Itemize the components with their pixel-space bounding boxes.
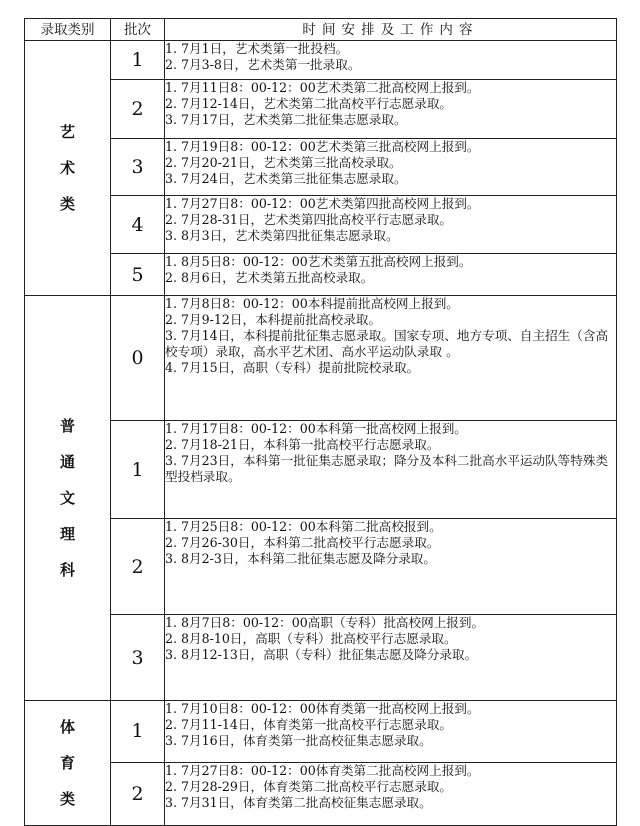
schedule-content-cell (165, 139, 617, 196)
batch-number-cell: 2 (111, 519, 165, 615)
table-row (25, 519, 617, 615)
schedule-line: 3. 7月23日，本科第一批征集志愿录取；降分及本科二批高水平运动队等特殊类型投档录取。 (165, 453, 609, 484)
category-char: 育 (59, 754, 75, 772)
schedule-line: 1. 7月27日8：00-12：00艺术类第四批高校网上报到。 (165, 196, 480, 211)
batch-number-cell: 1 (111, 701, 165, 763)
schedule-line: 2. 7月3-8日，艺术类第一批录取。 (165, 57, 361, 72)
schedule-content-cell (165, 296, 617, 421)
admission-schedule-table (24, 18, 617, 826)
schedule-line: 3. 8月12-13日，高职（专科）批征集志愿及降分录取。 (165, 647, 478, 662)
category-char: 普 (59, 417, 75, 435)
schedule-body (25, 41, 617, 826)
category-char: 体 (59, 718, 75, 736)
table-row (25, 296, 617, 421)
schedule-line: 3. 7月24日，艺术类第三批征集志愿录取。 (165, 171, 407, 186)
schedule-line: 1. 7月10日8：00-12：00体育类第一批高校网上报到。 (165, 701, 480, 716)
schedule-table-wrapper (24, 18, 617, 826)
schedule-line: 2. 7月28-29日，体育类第二批高校平行志愿录取。 (165, 778, 453, 794)
schedule-line: 1. 8月7日8：00-12：00高职（专科）批高校网上报到。 (165, 615, 485, 630)
category-char: 类 (59, 195, 75, 213)
batch-number-cell: 3 (111, 615, 165, 701)
schedule-line: 1. 7月19日8：00-12：00艺术类第三批高校网上报到。 (165, 139, 480, 154)
schedule-line: 2. 7月28-31日，艺术类第四批高校平行志愿录取。 (165, 212, 453, 227)
schedule-line: 2. 7月11-14日，体育类第一批高校平行志愿录取。 (165, 717, 453, 732)
schedule-content-cell (165, 254, 617, 296)
schedule-line: 1. 8月5日8：00-12：00艺术类第五批高校网上报到。 (165, 254, 472, 269)
batch-number-cell: 1 (111, 41, 165, 80)
category-char: 文 (59, 489, 75, 507)
schedule-content-cell (165, 519, 617, 615)
category-char: 艺 (59, 123, 75, 141)
batch-number-cell: 0 (111, 296, 165, 421)
category-char: 通 (59, 453, 75, 471)
schedule-content-cell (165, 615, 617, 701)
schedule-content-cell (165, 421, 617, 519)
category-cell-general (25, 296, 111, 701)
schedule-line: 1. 7月11日8：00-12：00艺术类第二批高校网上报到。 (165, 80, 480, 95)
category-char: 类 (59, 790, 75, 808)
header-content: 时间安排及工作内容 (165, 19, 617, 41)
table-row (25, 615, 617, 701)
batch-number-cell: 3 (111, 139, 165, 196)
schedule-line: 2. 8月6日，艺术类第五批高校录取。 (165, 270, 374, 285)
table-row (25, 196, 617, 254)
schedule-line: 2. 8月8-10日，高职（专科）批高校平行志愿录取。 (165, 631, 457, 646)
category-char: 理 (59, 525, 75, 543)
table-row (25, 254, 617, 296)
schedule-line: 2. 7月20-21日，艺术类第三批高校录取。 (165, 155, 402, 170)
batch-number-cell: 2 (111, 762, 165, 825)
category-char: 科 (59, 561, 75, 579)
header-row (25, 19, 617, 41)
schedule-content-cell (165, 762, 617, 825)
schedule-line: 1. 7月17日8：00-12：00本科第一批高校网上报到。 (165, 421, 467, 436)
header-batch: 批次 (111, 19, 165, 41)
schedule-line: 3. 8月3日，艺术类第四批征集志愿录取。 (165, 228, 399, 243)
table-row (25, 701, 617, 763)
schedule-line: 4. 7月15日，高职（专科）提前批院校录取。 (165, 360, 420, 375)
batch-number-cell: 5 (111, 254, 165, 296)
batch-number-cell: 2 (111, 80, 165, 139)
batch-number-cell: 4 (111, 196, 165, 254)
schedule-line: 1. 7月1日，艺术类第一批投档。 (165, 41, 349, 56)
schedule-line: 3. 7月17日，艺术类第二批征集志愿录取。 (165, 112, 407, 127)
schedule-line: 3. 7月14日，本科提前批征集志愿录取。国家专项、地方专项、自主招生（含高校专项）录取，高水平艺术团、高水平运动队录取 。 (165, 328, 609, 359)
header-category: 录取类别 (25, 19, 111, 41)
schedule-content-cell (165, 41, 617, 80)
category-cell-sports (25, 701, 111, 826)
schedule-line: 1. 7月8日8：00-12：00本科提前批高校网上报到。 (165, 296, 459, 311)
schedule-content-cell (165, 701, 617, 763)
schedule-line: 3. 7月16日，体育类第一批高校征集志愿录取。 (165, 733, 432, 748)
category-char: 术 (59, 159, 75, 177)
schedule-line: 1. 7月25日8：00-12：00本科第二批高校报到。 (165, 519, 442, 534)
table-row (25, 80, 617, 139)
table-row (25, 139, 617, 196)
schedule-line: 3. 7月31日，体育类第二批高校征集志愿录取。 (165, 794, 432, 810)
schedule-line: 2. 7月26-30日，本科第二批高校平行志愿录取。 (165, 535, 440, 550)
table-row (25, 762, 617, 825)
batch-number-cell: 1 (111, 421, 165, 519)
table-row (25, 41, 617, 80)
table-row (25, 421, 617, 519)
schedule-line: 3. 8月2-3日，本科第二批征集志愿及降分录取。 (165, 551, 436, 566)
schedule-line: 2. 7月9-12日，本科提前批高校录取。 (165, 312, 382, 327)
schedule-content-cell (165, 196, 617, 254)
schedule-line: 2. 7月12-14日，艺术类第二批高校平行志愿录取。 (165, 96, 453, 111)
schedule-line: 1. 7月27日8：00-12：00体育类第二批高校网上报到。 (165, 762, 480, 778)
schedule-line: 2. 7月18-21日，本科第一批高校平行志愿录取。 (165, 437, 440, 452)
category-cell-art (25, 41, 111, 296)
schedule-content-cell (165, 80, 617, 139)
